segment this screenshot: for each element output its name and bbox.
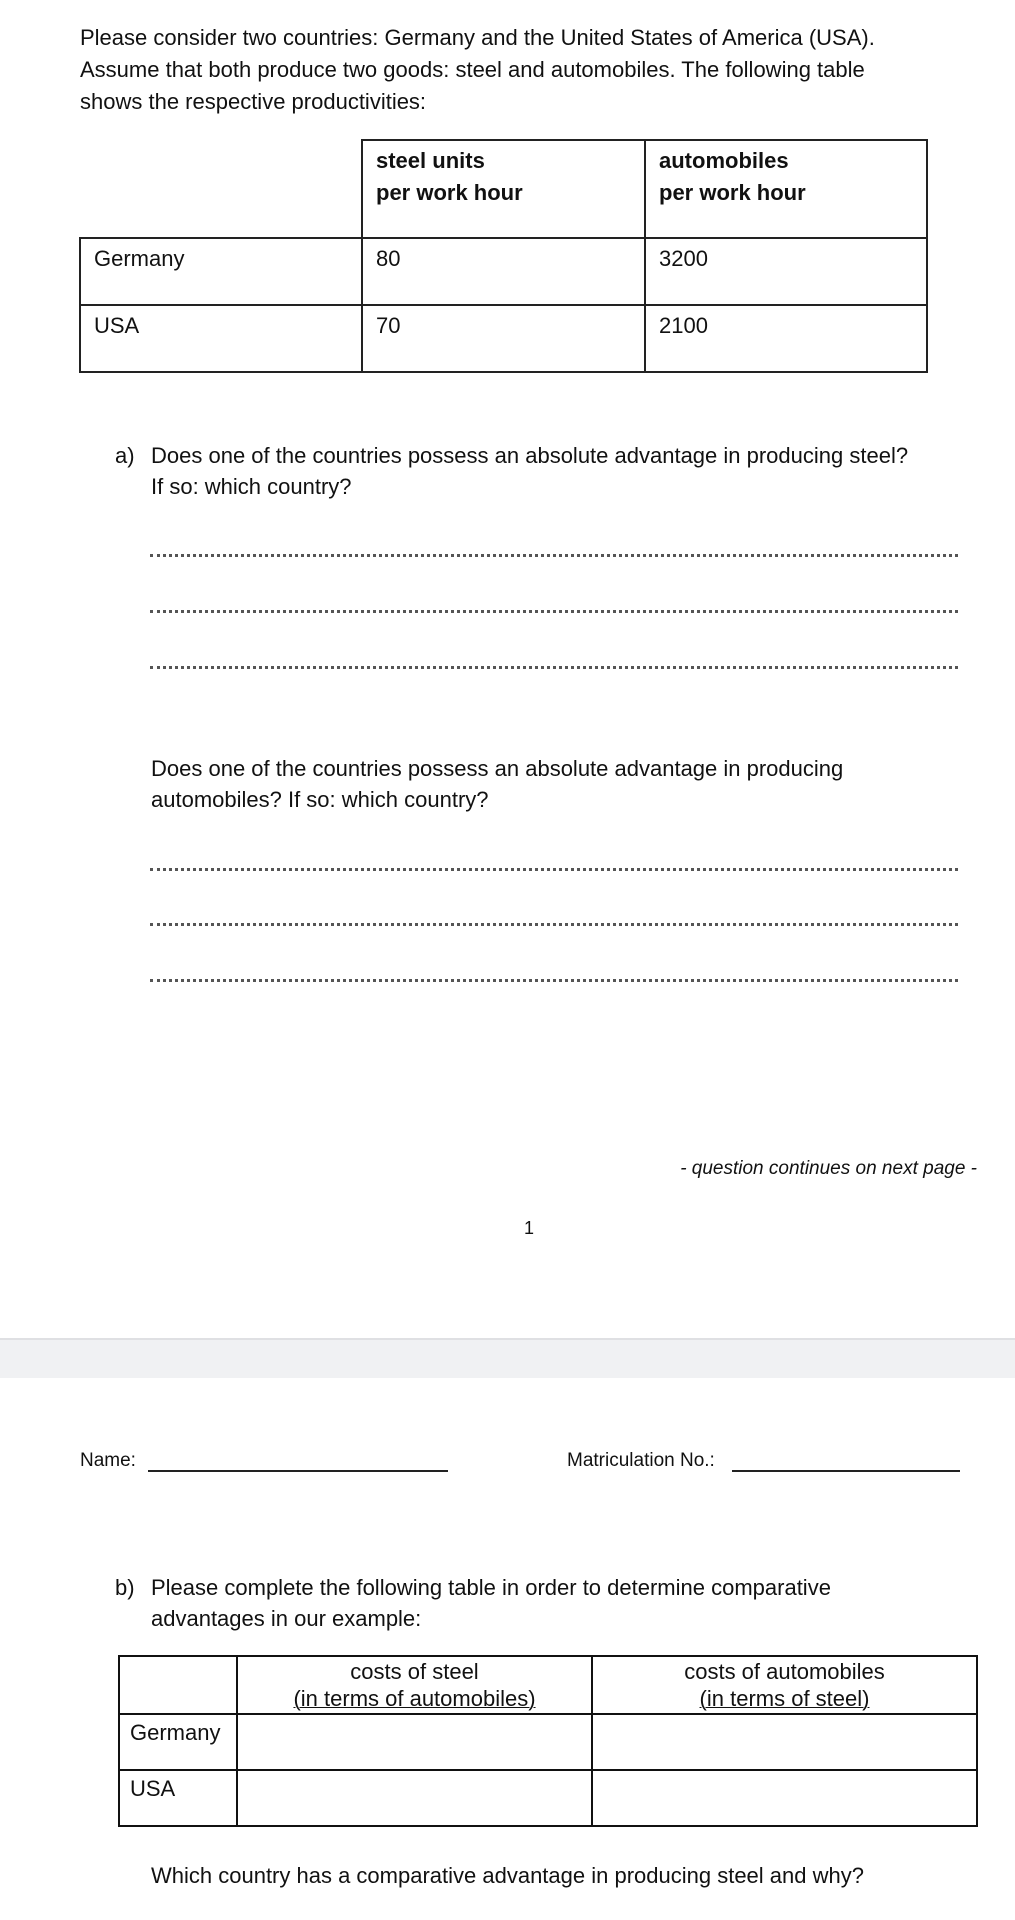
answer-line[interactable]	[150, 979, 958, 982]
comparative-table	[118, 1655, 978, 1827]
table-row	[80, 238, 927, 305]
comparative-header-row	[119, 1656, 977, 1714]
question-b-line-2: advantages in our example:	[151, 1606, 422, 1631]
productivity-header-row	[80, 140, 927, 238]
row-automobiles: 2100	[645, 305, 927, 372]
header-costs-of-automobiles-line2: (in terms of steel)	[699, 1686, 870, 1711]
header-costs-of-automobiles	[592, 1656, 977, 1714]
productivity-table	[79, 139, 928, 373]
row-country: Germany	[119, 1714, 237, 1770]
table-row	[80, 305, 927, 372]
question-a-line-1: Does one of the countries possess an absolute advantage in producing steel?	[151, 443, 909, 468]
page-2	[0, 1378, 1015, 1920]
answer-cell-steel[interactable]	[237, 1714, 592, 1770]
header-steel-line1: steel units	[376, 148, 485, 173]
intro-line-2: Assume that both produce two goods: steel and automobiles. The following table	[80, 57, 865, 82]
row-steel: 80	[362, 238, 645, 305]
header-blank-cell	[80, 140, 362, 238]
intro-line-3: shows the respective productivities:	[80, 89, 427, 114]
page-number: 1	[524, 1218, 535, 1238]
table-row	[119, 1770, 977, 1826]
question-a-line-2: If so: which country?	[151, 474, 352, 499]
question-a-part2-line-2: automobiles? If so: which country?	[151, 787, 489, 812]
question-b-followup: Which country has a comparative advantage in producing steel and why?	[151, 1863, 864, 1888]
matriculation-field[interactable]	[732, 1470, 960, 1472]
table-row	[119, 1714, 977, 1770]
comparative-blank-cell	[119, 1656, 237, 1714]
header-costs-of-steel	[237, 1656, 592, 1714]
header-automobiles-line2: per work hour	[659, 180, 806, 205]
answer-cell-automobiles[interactable]	[592, 1714, 977, 1770]
answer-line[interactable]	[150, 554, 958, 557]
row-country: USA	[80, 305, 362, 372]
header-costs-of-steel-line1: costs of steel	[350, 1659, 479, 1684]
intro-line-1: Please consider two countries: Germany and the United States of America (USA).	[80, 25, 875, 50]
row-automobiles: 3200	[645, 238, 927, 305]
answer-cell-automobiles[interactable]	[592, 1770, 977, 1826]
matriculation-label: Matriculation No.:	[567, 1450, 715, 1471]
answer-line[interactable]	[150, 610, 958, 613]
header-automobiles	[645, 140, 927, 238]
answer-line[interactable]	[150, 868, 958, 871]
name-field[interactable]	[148, 1470, 448, 1472]
row-country: Germany	[80, 238, 362, 305]
header-steel-line2: per work hour	[376, 180, 523, 205]
question-a-part2-text	[151, 753, 843, 815]
answer-line[interactable]	[150, 923, 958, 926]
page-separator	[0, 1338, 1015, 1378]
row-steel: 70	[362, 305, 645, 372]
name-label: Name:	[80, 1450, 136, 1471]
row-country: USA	[119, 1770, 237, 1826]
header-costs-of-steel-line2: (in terms of automobiles)	[293, 1686, 536, 1711]
continuation-note: - question continues on next page -	[680, 1158, 977, 1179]
header-automobiles-line1: automobiles	[659, 148, 789, 173]
header-costs-of-automobiles-line1: costs of automobiles	[684, 1659, 885, 1684]
header-steel	[362, 140, 645, 238]
question-b-label: b)	[115, 1575, 135, 1600]
intro-paragraph	[80, 22, 960, 118]
question-a-text	[151, 440, 908, 502]
answer-line[interactable]	[150, 666, 958, 669]
answer-cell-steel[interactable]	[237, 1770, 592, 1826]
question-b-text	[151, 1572, 831, 1634]
question-b-line-1: Please complete the following table in order to determine comparative	[151, 1575, 831, 1600]
question-a-label: a)	[115, 443, 135, 468]
question-a-part2-line-1: Does one of the countries possess an absolute advantage in producing	[151, 756, 844, 781]
